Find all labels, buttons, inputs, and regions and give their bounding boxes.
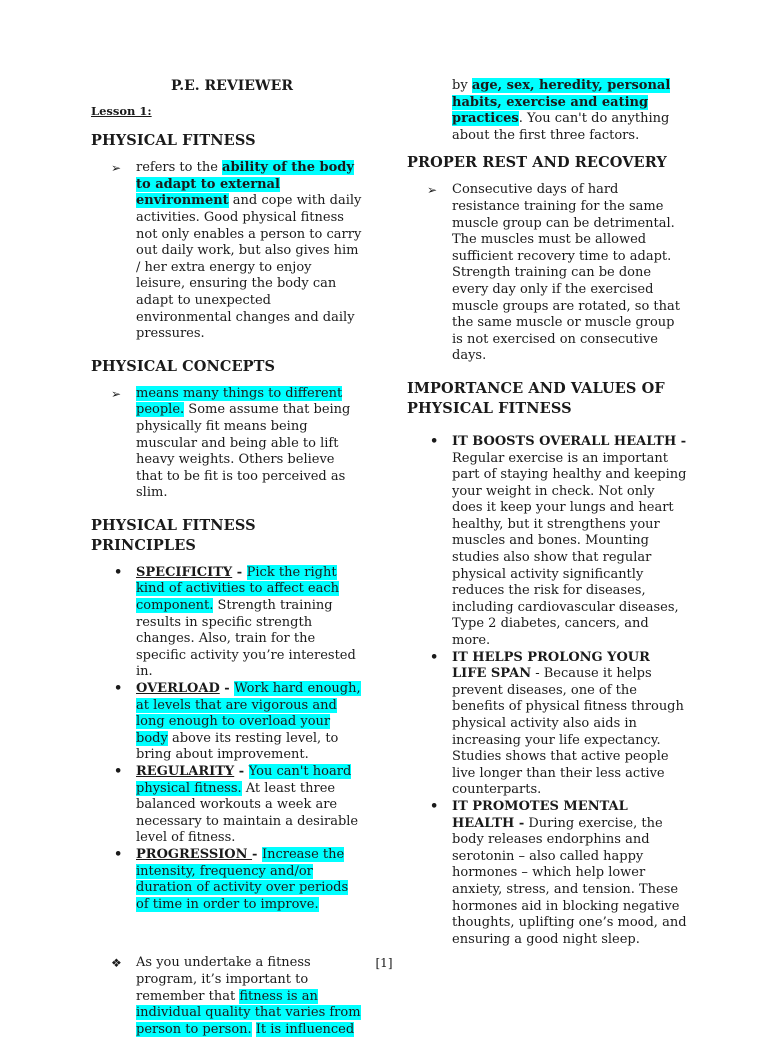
diamond-bullet-icon: ❖ <box>111 956 122 971</box>
highlighted-text: Increase the intensity, frequency and/or duration of activity over periods of time in order to improve. <box>136 846 349 912</box>
text-run: During exercise, the body releases endorphins and serotonin – also called happy hormones – which help lower anxiety, stress, and tension. These hormones aid in blocking negative thoughts, uplifting one’s mood, and ensuring a good night sleep. <box>452 815 687 947</box>
highlighted-text: It is influenced <box>255 1021 355 1037</box>
importance-term: IT PROMOTES MENTAL HEALTH - <box>452 798 628 831</box>
bullet-dot-icon: • <box>114 681 123 697</box>
bullet-dot-icon: • <box>430 798 439 814</box>
importance-term: IT HELPS PROLONG YOUR LIFE SPAN <box>452 649 650 682</box>
text-run: As you undertake a fitness program, it’s important to remember that <box>136 955 311 1004</box>
text-run: . You can't do anything about the first three factors. <box>452 111 670 143</box>
arrow-bullet-icon: ➢ <box>427 183 438 198</box>
text-run: At least three balanced workouts a week are necessary to maintain a desirable level of fitness. <box>136 780 359 846</box>
text-run: Some assume that being physically fit means being muscular and being able to lift heavy weights. Others believe that to be fit is too perceived as slim. <box>136 402 351 501</box>
text-run: refers to the <box>136 160 223 176</box>
principle-dash: - <box>234 764 249 779</box>
principle-item <box>91 764 363 847</box>
principle-dash: - <box>232 564 247 580</box>
bullet-dot-icon: • <box>114 564 123 580</box>
highlighted-text: means many things to different people. <box>136 385 343 418</box>
principle-item <box>91 565 363 681</box>
importance-item <box>407 799 687 948</box>
text-run: - Because it helps prevent diseases, one of the benefits of physical fitness through physical activity also aids in increasing your life expectancy. Studies shows that active people live longer than their less active counterparts. <box>452 666 684 798</box>
physical-concepts-bullet <box>91 386 363 502</box>
arrow-bullet-icon: ➢ <box>111 161 122 176</box>
text-run: Consecutive days of hard resistance training for the same muscle group can be detrimental. The muscles must be allowed sufficient recovery time to adapt. Strength training can be done every day only if the exercised muscle groups are rotated, so that the same muscle or muscle group is not exercised on consecutive days. <box>452 182 681 364</box>
left-column <box>91 78 363 1038</box>
principle-dash: - <box>252 846 262 862</box>
importance-term: IT BOOSTS OVERALL HEALTH - <box>452 433 687 449</box>
principle-term: REGULARITY <box>136 764 235 779</box>
highlighted-text: You can't hoard physical fitness. <box>136 764 352 796</box>
text-run: and cope with daily activities. Good physical fitness not only enables a person to carry out daily work, but also gives him / her extra energy to enjoy leisure, ensuring the body can adapt to unexpected environmental changes and daily pressures. <box>136 193 362 342</box>
text-run: Strength training results in specific strength changes. Also, train for the specific activity you’re interested in. <box>136 598 356 680</box>
page-number: [1] <box>375 956 393 970</box>
principle-term: PROGRESSION <box>136 846 253 862</box>
highlighted-text: ability of the body to adapt to external environment <box>136 160 354 209</box>
bullet-dot-icon: • <box>114 764 123 779</box>
highlighted-text: Pick the right kind of activities to affect each component. <box>136 564 340 614</box>
highlighted-text: Work hard enough, at levels that are vigorous and long enough to overload your body <box>136 681 361 746</box>
importance-item <box>407 434 687 650</box>
arrow-bullet-icon: ➢ <box>111 386 122 401</box>
document-title: P.E. REVIEWER <box>171 78 293 94</box>
bullet-dot-icon: • <box>114 846 123 862</box>
heading-physical-fitness: PHYSICAL FITNESS <box>91 132 256 150</box>
importance-item <box>407 650 687 799</box>
right-column <box>407 78 687 948</box>
text-run: above its resting level, to bring about improvement. <box>136 730 339 763</box>
heading-importance-values: IMPORTANCE AND VALUES OF PHYSICAL FITNESS <box>407 379 665 417</box>
heading-fitness-principles: PHYSICAL FITNESS PRINCIPLES <box>91 516 256 554</box>
principle-term: OVERLOAD <box>136 681 220 697</box>
heading-physical-concepts: PHYSICAL CONCEPTS <box>91 357 276 375</box>
text-run: by <box>452 78 472 93</box>
bullet-dot-icon: • <box>430 433 439 449</box>
principle-dash: - <box>219 681 235 697</box>
principle-item <box>91 681 363 764</box>
lesson-label: Lesson 1: <box>91 103 152 118</box>
bullet-dot-icon: • <box>430 649 439 665</box>
highlighted-text: fitness is an individual quality that varies from person to person. <box>136 988 361 1037</box>
rest-recovery-bullet <box>407 182 687 365</box>
principle-item <box>91 847 363 913</box>
highlighted-text: age, sex, heredity, personal habits, exercise and eating practices <box>452 78 671 127</box>
principle-term: SPECIFICITY <box>136 564 233 580</box>
text-run: Regular exercise is an important part of staying healthy and keeping your weight in check. Not only does it keep your lungs and heart healthy, but it strengthens your muscles and bones. Mounting studies also show that regular physical activity significantly reduces the risk for diseases, including cardiovascular diseases, Type 2 diabetes, cancers, and more. <box>452 450 687 649</box>
physical-fitness-bullet <box>91 160 363 343</box>
heading-rest-recovery: PROPER REST AND RECOVERY <box>407 154 667 172</box>
continued-text <box>407 78 687 144</box>
